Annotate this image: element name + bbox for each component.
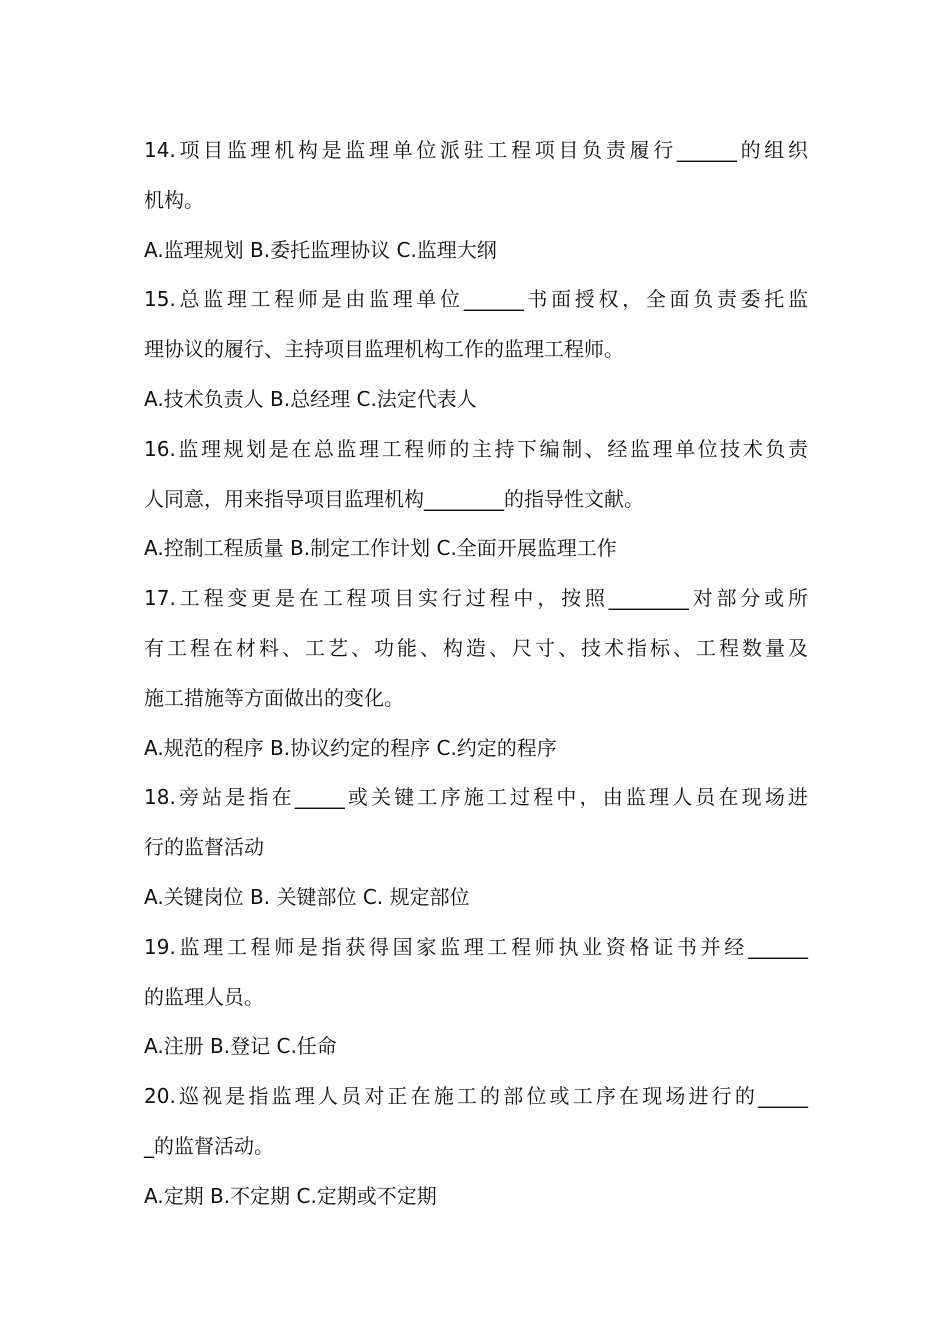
question-14-line-1: 14.项目监理机构是监理单位派驻工程项目负责履行______的组织 xyxy=(144,138,808,162)
question-16-line-2: 人同意，用来指导项目监理机构________的指导性文献。 xyxy=(144,486,644,511)
question-14-options: A.监理规划 B.委托监理协议 C.监理大纲 xyxy=(144,237,497,262)
question-20-line-1: 20.巡视是指监理人员对正在施工的部位或工序在现场进行的_____ xyxy=(144,1084,808,1109)
question-17-line-3: 施工措施等方面做出的变化。 xyxy=(144,685,404,710)
question-20-options: A.定期 B.不定期 C.定期或不定期 xyxy=(144,1183,437,1208)
question-19-line-1: 19.监理工程师是指获得国家监理工程师执业资格证书并经______ xyxy=(144,934,808,959)
question-14-line-2: 机构。 xyxy=(144,187,204,212)
question-19-line-2: 的监理人员。 xyxy=(144,984,264,1009)
question-20-line-2: _的监督活动。 xyxy=(144,1133,274,1158)
question-18-line-2: 行的监督活动 xyxy=(144,835,264,860)
question-18-line-1: 18.旁站是指在_____或关键工序施工过程中，由监理人员在现场进 xyxy=(144,785,808,810)
document-body xyxy=(144,126,808,1222)
question-16-options: A.控制工程质量 B.制定工作计划 C.全面开展监理工作 xyxy=(144,536,617,561)
question-17-line-1: 17.工程变更是在工程项目实行过程中，按照________对部分或所 xyxy=(144,586,808,611)
question-19-options: A.注册 B.登记 C.任命 xyxy=(144,1034,337,1059)
question-18-options: A.关键岗位 B. 关键部位 C. 规定部位 xyxy=(144,884,470,909)
question-15-options: A.技术负责人 B.总经理 C.法定代表人 xyxy=(144,386,477,411)
question-17-options: A.规范的程序 B.协议约定的程序 C.约定的程序 xyxy=(144,735,557,760)
question-15-line-1: 15.总监理工程师是由监理单位______书面授权，全面负责委托监 xyxy=(144,287,808,312)
question-15-line-2: 理协议的履行、主持项目监理机构工作的监理工程师。 xyxy=(144,337,624,362)
question-16-line-1: 16.监理规划是在总监理工程师的主持下编制、经监理单位技术负责 xyxy=(144,436,808,461)
question-17-line-2: 有工程在材料、工艺、功能、构造、尺寸、技术指标、工程数量及 xyxy=(144,635,808,660)
